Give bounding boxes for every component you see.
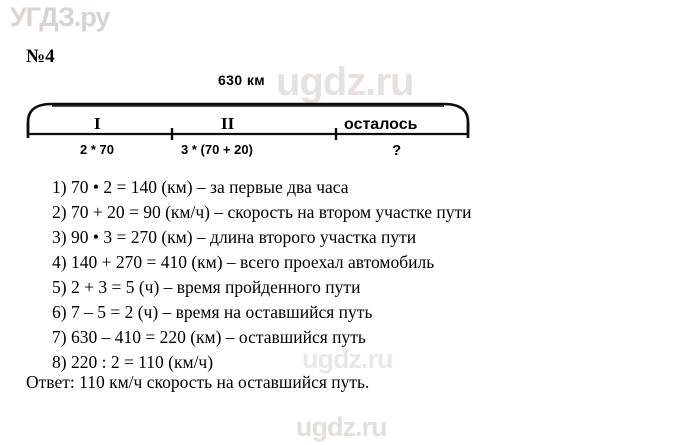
solution-step: 6) 7 – 5 = 2 (ч) – время на оставшийся путь (52, 302, 373, 322)
diagram-segment-1-label: I (94, 114, 101, 133)
solution-step: 3) 90 • 3 = 270 (км) – длина второго участка пути (52, 227, 417, 247)
diagram-segment-1-expression: 2 * 70 (80, 142, 114, 157)
watermark-center: ugdz.ru (276, 60, 414, 104)
solution-step: 4) 140 + 270 = 410 (км) – всего проехал автомобиль (52, 252, 435, 272)
answer-line: Ответ: 110 км/ч скорость на оставшийся путь. (26, 372, 370, 392)
solution-step: 5) 2 + 3 = 5 (ч) – время пройденного пути (52, 277, 361, 297)
solution-step: 7) 630 – 410 = 220 (км) – оставшийся путь (52, 327, 366, 347)
solution-step: 1) 70 • 2 = 140 (км) – за первые два часа (52, 177, 349, 197)
solution-steps (26, 175, 666, 375)
diagram-total-label: 630 км (218, 72, 266, 88)
watermark-middle: ugdz.ru (302, 344, 393, 374)
diagram-segment-2-label: II (221, 114, 235, 133)
diagram-segment-3-label: осталось (344, 116, 418, 133)
solution-step: 8) 220 : 2 = 110 (км/ч) (52, 352, 214, 372)
watermark-top-left: УГДЗ.ру (10, 2, 110, 32)
diagram-segment-3-expression: ? (392, 142, 402, 159)
solution-step: 2) 70 + 20 = 90 (км/ч) – скорость на втором участке пути (52, 202, 472, 222)
watermark-bottom: ugdz.ru (296, 412, 387, 442)
route-diagram (26, 72, 478, 164)
diagram-segment-2-expression: 3 * (70 + 20) (181, 142, 253, 157)
task-number: №4 (26, 46, 55, 67)
